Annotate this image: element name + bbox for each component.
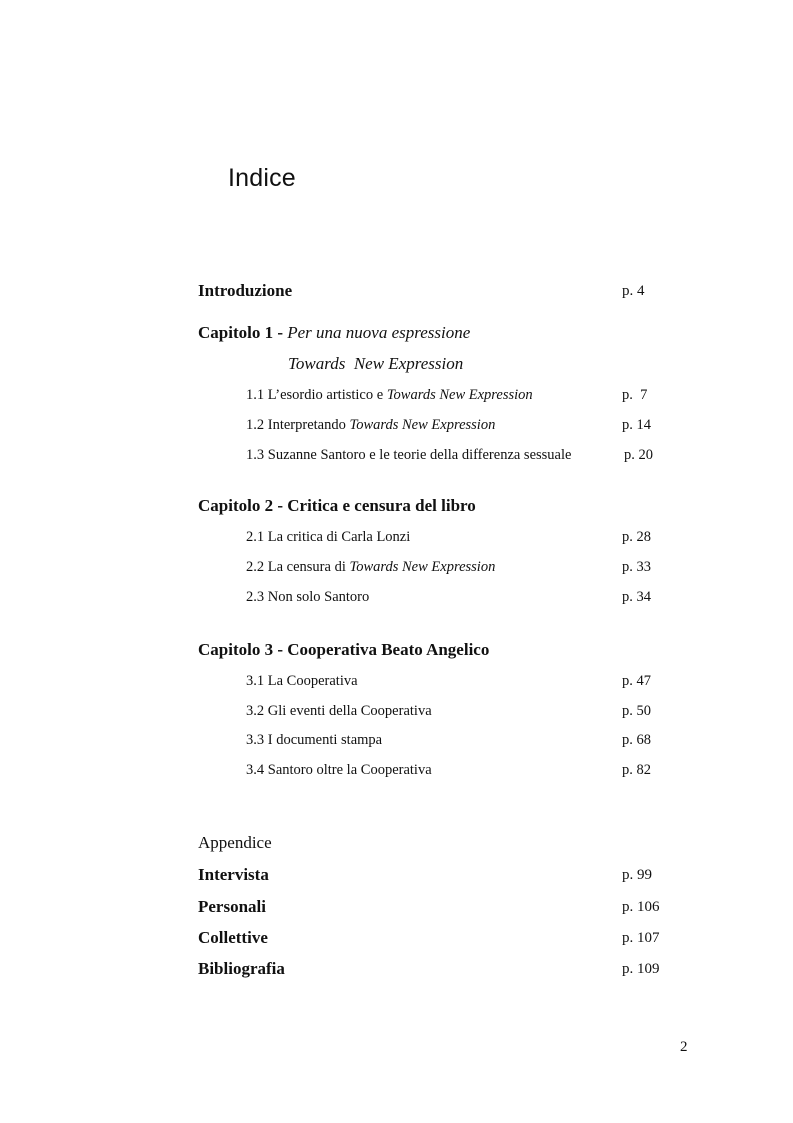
toc-section-1-1 [246, 387, 533, 404]
toc-page-2-2: p. 33 [622, 559, 651, 575]
toc-page-2-3: p. 34 [622, 589, 651, 605]
chapter-1-subtitle: Towards New Expression [288, 354, 464, 373]
toc-section-2-2 [246, 559, 495, 576]
section-text: 1.1 L’esordio artistico e [246, 387, 387, 403]
toc-page-3-4: p. 82 [622, 762, 651, 778]
toc-page-bibliografia: p. 109 [622, 961, 660, 977]
section-text: 2.2 La censura di [246, 559, 350, 575]
toc-page-1-3: p. 20 [624, 447, 653, 463]
toc-page-3-3: p. 68 [622, 732, 651, 748]
toc-page-2-1: p. 28 [622, 529, 651, 545]
toc-entry-collettive: Collettive [198, 928, 268, 947]
toc-section-3-4 [246, 762, 432, 779]
toc-chapter-1 [198, 323, 470, 343]
toc-page-intervista: p. 99 [622, 867, 652, 883]
toc-entry-intervista: Intervista [198, 865, 269, 884]
section-text: 2.1 La critica di Carla Lonzi [246, 529, 411, 545]
toc-section-3-1 [246, 673, 358, 690]
toc-page-personali: p. 106 [622, 899, 660, 915]
chapter-1-prefix: Capitolo 1 - [198, 323, 288, 342]
section-italic: Towards New Expression [349, 417, 496, 433]
section-italic: Towards New Expression [349, 559, 496, 575]
toc-page-1-1: p. 7 [622, 387, 648, 403]
section-text: 1.3 Suzanne Santoro e le teorie della differenza sessuale [246, 447, 572, 463]
toc-section-2-3 [246, 589, 369, 606]
page-number: 2 [680, 1039, 688, 1055]
toc-page-3-1: p. 47 [622, 673, 651, 689]
chapter-1-title: Per una nuova espressione [287, 323, 471, 342]
toc-section-1-3 [246, 447, 571, 464]
toc-chapter-2: Capitolo 2 - Critica e censura del libro [198, 496, 476, 515]
toc-section-3-3 [246, 732, 382, 749]
toc-section-2-1 [246, 529, 410, 546]
page-title: Indice [228, 164, 296, 192]
section-text: 3.2 Gli eventi della Cooperativa [246, 703, 432, 719]
section-text: 1.2 Interpretando [246, 417, 350, 433]
toc-entry-appendice: Appendice [198, 833, 272, 852]
toc-entry-personali: Personali [198, 897, 266, 916]
section-text: 3.3 I documenti stampa [246, 732, 383, 748]
section-italic: Towards New Expression [386, 387, 533, 403]
toc-page-1-2: p. 14 [622, 417, 651, 433]
toc-entry-bibliografia: Bibliografia [198, 959, 285, 978]
toc-page-collettive: p. 107 [622, 930, 660, 946]
section-text: 3.4 Santoro oltre la Cooperativa [246, 762, 432, 778]
toc-section-3-2 [246, 703, 432, 720]
toc-page-3-2: p. 50 [622, 703, 651, 719]
section-text: 3.1 La Cooperativa [246, 673, 358, 689]
toc-page-introduzione: p. 4 [622, 283, 645, 299]
toc-chapter-3: Capitolo 3 - Cooperativa Beato Angelico [198, 640, 490, 659]
section-text: 2.3 Non solo Santoro [246, 589, 370, 605]
toc-section-1-2 [246, 417, 495, 434]
toc-entry-introduzione: Introduzione [198, 281, 293, 300]
